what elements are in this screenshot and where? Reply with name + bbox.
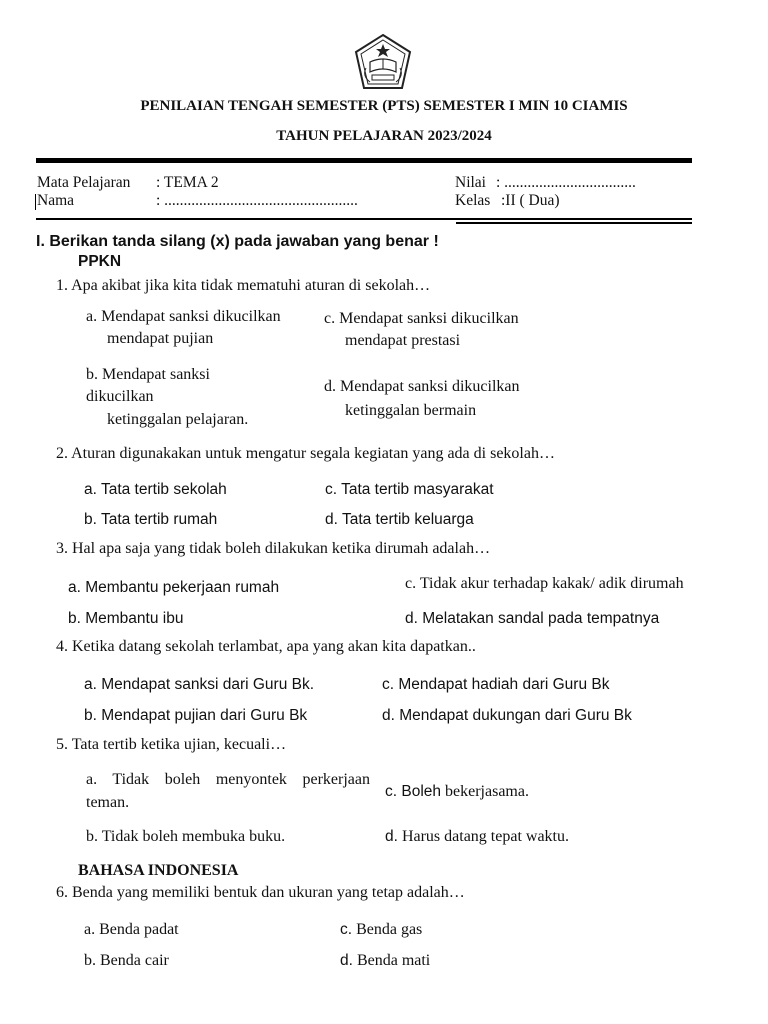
question-1: 1. Apa akibat jika kita tidak mematuhi aturan di sekolah…: [56, 277, 431, 294]
question-4: 4. Ketika datang sekolah terlambat, apa yang akan kita dapatkan..: [56, 638, 476, 655]
q3-option-b[interactable]: b. Membantu ibu: [68, 610, 184, 627]
section-instruction: I. Berikan tanda silang (x) pada jawaban yang benar !: [36, 233, 439, 250]
q3-option-a[interactable]: a. Membantu pekerjaan rumah: [68, 579, 280, 596]
q2-option-b[interactable]: b. Tata tertib rumah: [84, 511, 218, 528]
q5-option-c[interactable]: [385, 783, 529, 801]
info-divider-short: [456, 222, 692, 224]
text-cursor: [35, 194, 36, 210]
q5-option-c-text: bekerjasama.: [441, 783, 529, 800]
q1-option-b-line2: dikucilkan: [86, 388, 154, 405]
q6-option-c[interactable]: [340, 921, 422, 939]
q1-option-c-line1[interactable]: c. Mendapat sanksi dikucilkan: [324, 310, 519, 327]
q6-option-d[interactable]: [340, 952, 430, 970]
q6-option-b[interactable]: b. Benda cair: [84, 952, 169, 969]
q3-option-d[interactable]: d. Melatakan sandal pada tempatnya: [405, 610, 660, 627]
score-label: Nilai: [455, 174, 486, 191]
madrasah-emblem-icon: [352, 32, 414, 92]
q1-option-a-line1[interactable]: a. Mendapat sanksi dikucilkan: [86, 308, 281, 325]
q3-option-c[interactable]: c. Tidak akur terhadap kakak/ adik dirumah: [405, 575, 684, 592]
name-label: Nama: [37, 192, 75, 209]
q6-option-d-prefix: d.: [340, 952, 353, 969]
q4-option-a[interactable]: a. Mendapat sanksi dari Guru Bk.: [84, 676, 315, 693]
exam-title: PENILAIAN TENGAH SEMESTER (PTS) SEMESTER I MIN 10 CIAMIS: [140, 98, 628, 114]
q1-option-b-line3: ketinggalan pelajaran.: [107, 411, 249, 428]
q1-option-a-line2: mendapat pujian: [107, 330, 214, 347]
academic-year: TAHUN PELAJARAN 2023/2024: [276, 128, 492, 144]
subsection-ppkn: PPKN: [78, 253, 122, 270]
q5-option-a-line2: teman.: [86, 794, 130, 811]
q6-option-a[interactable]: a. Benda padat: [84, 921, 179, 938]
question-5: 5. Tata tertib ketika ujian, kecuali…: [56, 736, 287, 753]
question-3: 3. Hal apa saja yang tidak boleh dilakukan ketika dirumah adalah…: [56, 540, 491, 557]
q2-option-a[interactable]: a. Tata tertib sekolah: [84, 481, 227, 498]
header-divider: [36, 158, 692, 163]
q6-option-d-text: Benda mati: [352, 952, 431, 969]
q1-option-d-line2: ketinggalan bermain: [345, 402, 477, 419]
q2-option-c[interactable]: c. Tata tertib masyarakat: [325, 481, 494, 498]
q1-option-d-line1[interactable]: d. Mendapat sanksi dikucilkan: [324, 378, 520, 395]
question-6: 6. Benda yang memiliki bentuk dan ukuran yang tetap adalah…: [56, 884, 465, 901]
q6-option-c-text: Benda gas: [352, 921, 423, 938]
class-value: :II ( Dua): [501, 192, 560, 209]
name-value: : ..................................................: [156, 192, 358, 209]
q5-option-b[interactable]: b. Tidak boleh membuka buku.: [86, 828, 286, 845]
q5-option-d-prefix: d.: [385, 828, 398, 845]
q4-option-d[interactable]: d. Mendapat dukungan dari Guru Bk: [382, 707, 632, 724]
q5-option-a-line1[interactable]: a. Tidak boleh menyontek perkerjaan: [86, 771, 370, 788]
info-divider: [36, 218, 692, 220]
q1-option-c-line2: mendapat prestasi: [345, 332, 461, 349]
q2-option-d[interactable]: d. Tata tertib keluarga: [325, 511, 474, 528]
score-value: : ..................................: [496, 174, 636, 191]
q6-option-c-prefix: c.: [340, 921, 353, 938]
question-2: 2. Aturan digunakakan untuk mengatur segala kegiatan yang ada di sekolah…: [56, 445, 555, 462]
q5-option-d-text: Harus datang tepat waktu.: [397, 828, 569, 845]
subsection-bahasa-indonesia: BAHASA INDONESIA: [78, 862, 239, 879]
q1-option-b-line1[interactable]: b. Mendapat sanksi: [86, 366, 210, 383]
class-label: Kelas: [455, 192, 491, 209]
q4-option-b[interactable]: b. Mendapat pujian dari Guru Bk: [84, 707, 308, 724]
q5-option-c-prefix: c. Boleh: [385, 783, 442, 800]
q4-option-c[interactable]: c. Mendapat hadiah dari Guru Bk: [382, 676, 610, 693]
subject-label: Mata Pelajaran: [37, 174, 131, 191]
q5-option-d[interactable]: [385, 828, 569, 846]
subject-value: : TEMA 2: [156, 174, 219, 191]
